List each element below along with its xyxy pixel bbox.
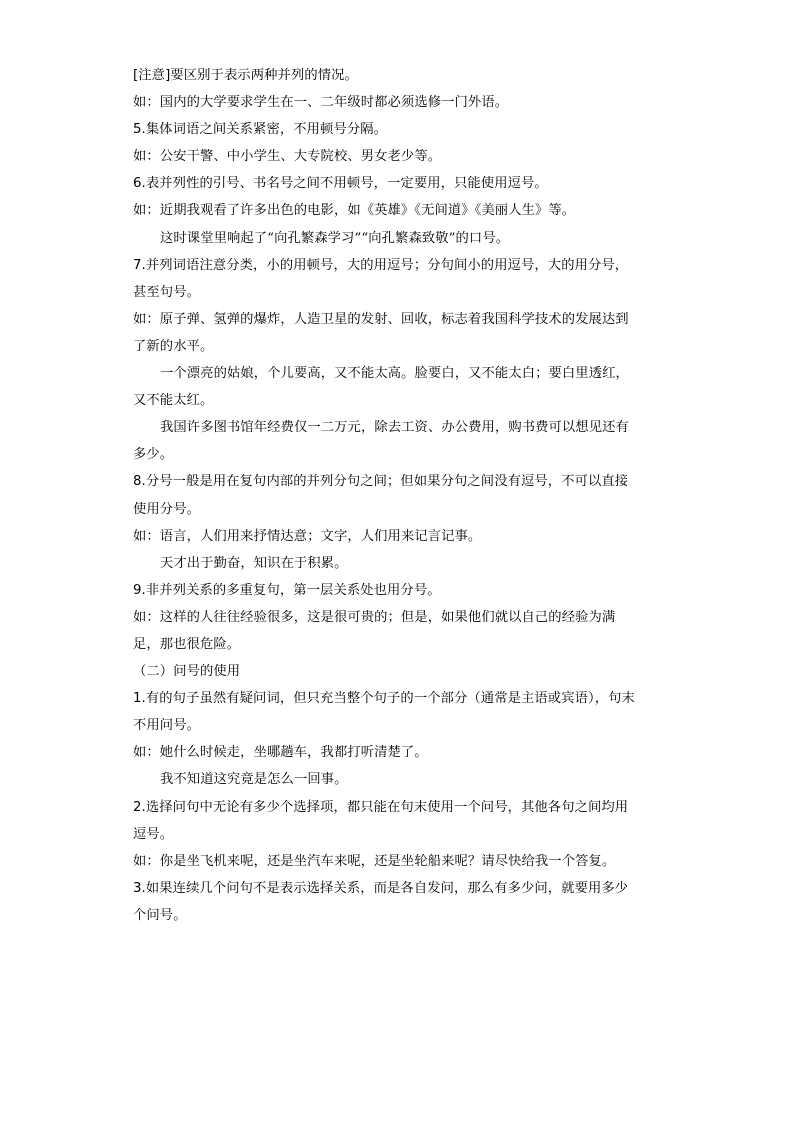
text-line: 一个漂亮的姑娘，个儿要高，又不能太高。脸要白，又不能太白；要白里透红， [160, 366, 629, 382]
text-line: 足，那也很危险。 [133, 636, 241, 652]
text-line: 9.非并列关系的多重复句，第一层关系处也用分号。 [133, 582, 441, 598]
text-line: 天才出于勤奋，知识在于积累。 [160, 555, 348, 571]
text-line: 个问号。 [133, 907, 187, 923]
text-line: 我不知道这究竟是怎么一回事。 [160, 772, 348, 788]
text-line: 如：近期我观看了许多出色的电影，如《英雄》《无间道》《美丽人生》等。 [133, 203, 576, 219]
text-line: 6.表并列性的引号、书名号之间不用顿号，一定要用，只能使用逗号。 [133, 176, 548, 192]
text-line: 3.如果连续几个问句不是表示选择关系，而是各自发问，那么有多少问，就要用多少 [133, 880, 629, 896]
text-line: [注意]要区别于表示两种并列的情况。 [133, 68, 358, 83]
document-body [133, 62, 669, 929]
text-line: 2.选择问句中无论有多少个选择项，都只能在句末使用一个问号，其他各句之间均用 [133, 799, 629, 815]
text-line: 如：国内的大学要求学生在一、二年级时都必须选修一门外语。 [133, 95, 509, 111]
text-line: 我国许多图书馆年经费仅一二万元，除去工资、办公费用，购书费可以想见还有 [160, 420, 629, 436]
text-line: 5.集体词语之间关系紧密，不用顿号分隔。 [133, 122, 388, 138]
text-line: 如：你是坐飞机来呢，还是坐汽车来呢，还是坐轮船来呢？请尽快给我一个答复。 [133, 853, 616, 869]
text-line: 这时课堂里响起了“向孔繁森学习”“向孔繁森致敬”的口号。 [160, 230, 510, 246]
text-line: （二）问号的使用 [133, 664, 241, 680]
text-line: 多少。 [133, 447, 174, 463]
text-line: 逗号。 [133, 826, 174, 842]
text-line: 又不能太红。 [133, 393, 214, 409]
text-line: 如：这样的人往往经验很多，这是很可贵的；但是，如果他们就以自己的经验为满 [133, 609, 616, 625]
text-line: 7.并列词语注意分类，小的用顿号，大的用逗号；分句间小的用逗号，大的用分号， [133, 257, 629, 273]
text-line: 如：原子弹、氢弹的爆炸，人造卫星的发射、回收，标志着我国科学技术的发展达到 [133, 311, 629, 327]
text-line: 甚至句号。 [133, 284, 200, 300]
text-line: 如：她什么时候走，坐哪趟车，我都打听清楚了。 [133, 745, 428, 761]
text-line: 不用问号。 [133, 718, 200, 734]
text-line: 8.分号一般是用在复句内部的并列分句之间；但如果分句之间没有逗号，不可以直接 [133, 474, 629, 490]
text-line: 1.有的句子虽然有疑问词，但只充当整个句子的一个部分（通常是主语或宾语），句末 [133, 691, 635, 707]
text-line: 了新的水平。 [133, 338, 214, 354]
text-line: 如：语言，人们用来抒情达意；文字，人们用来记言记事。 [133, 528, 482, 544]
text-line: 使用分号。 [133, 501, 200, 517]
text-line: 如：公安干警、中小学生、大专院校、男女老少等。 [133, 149, 442, 165]
